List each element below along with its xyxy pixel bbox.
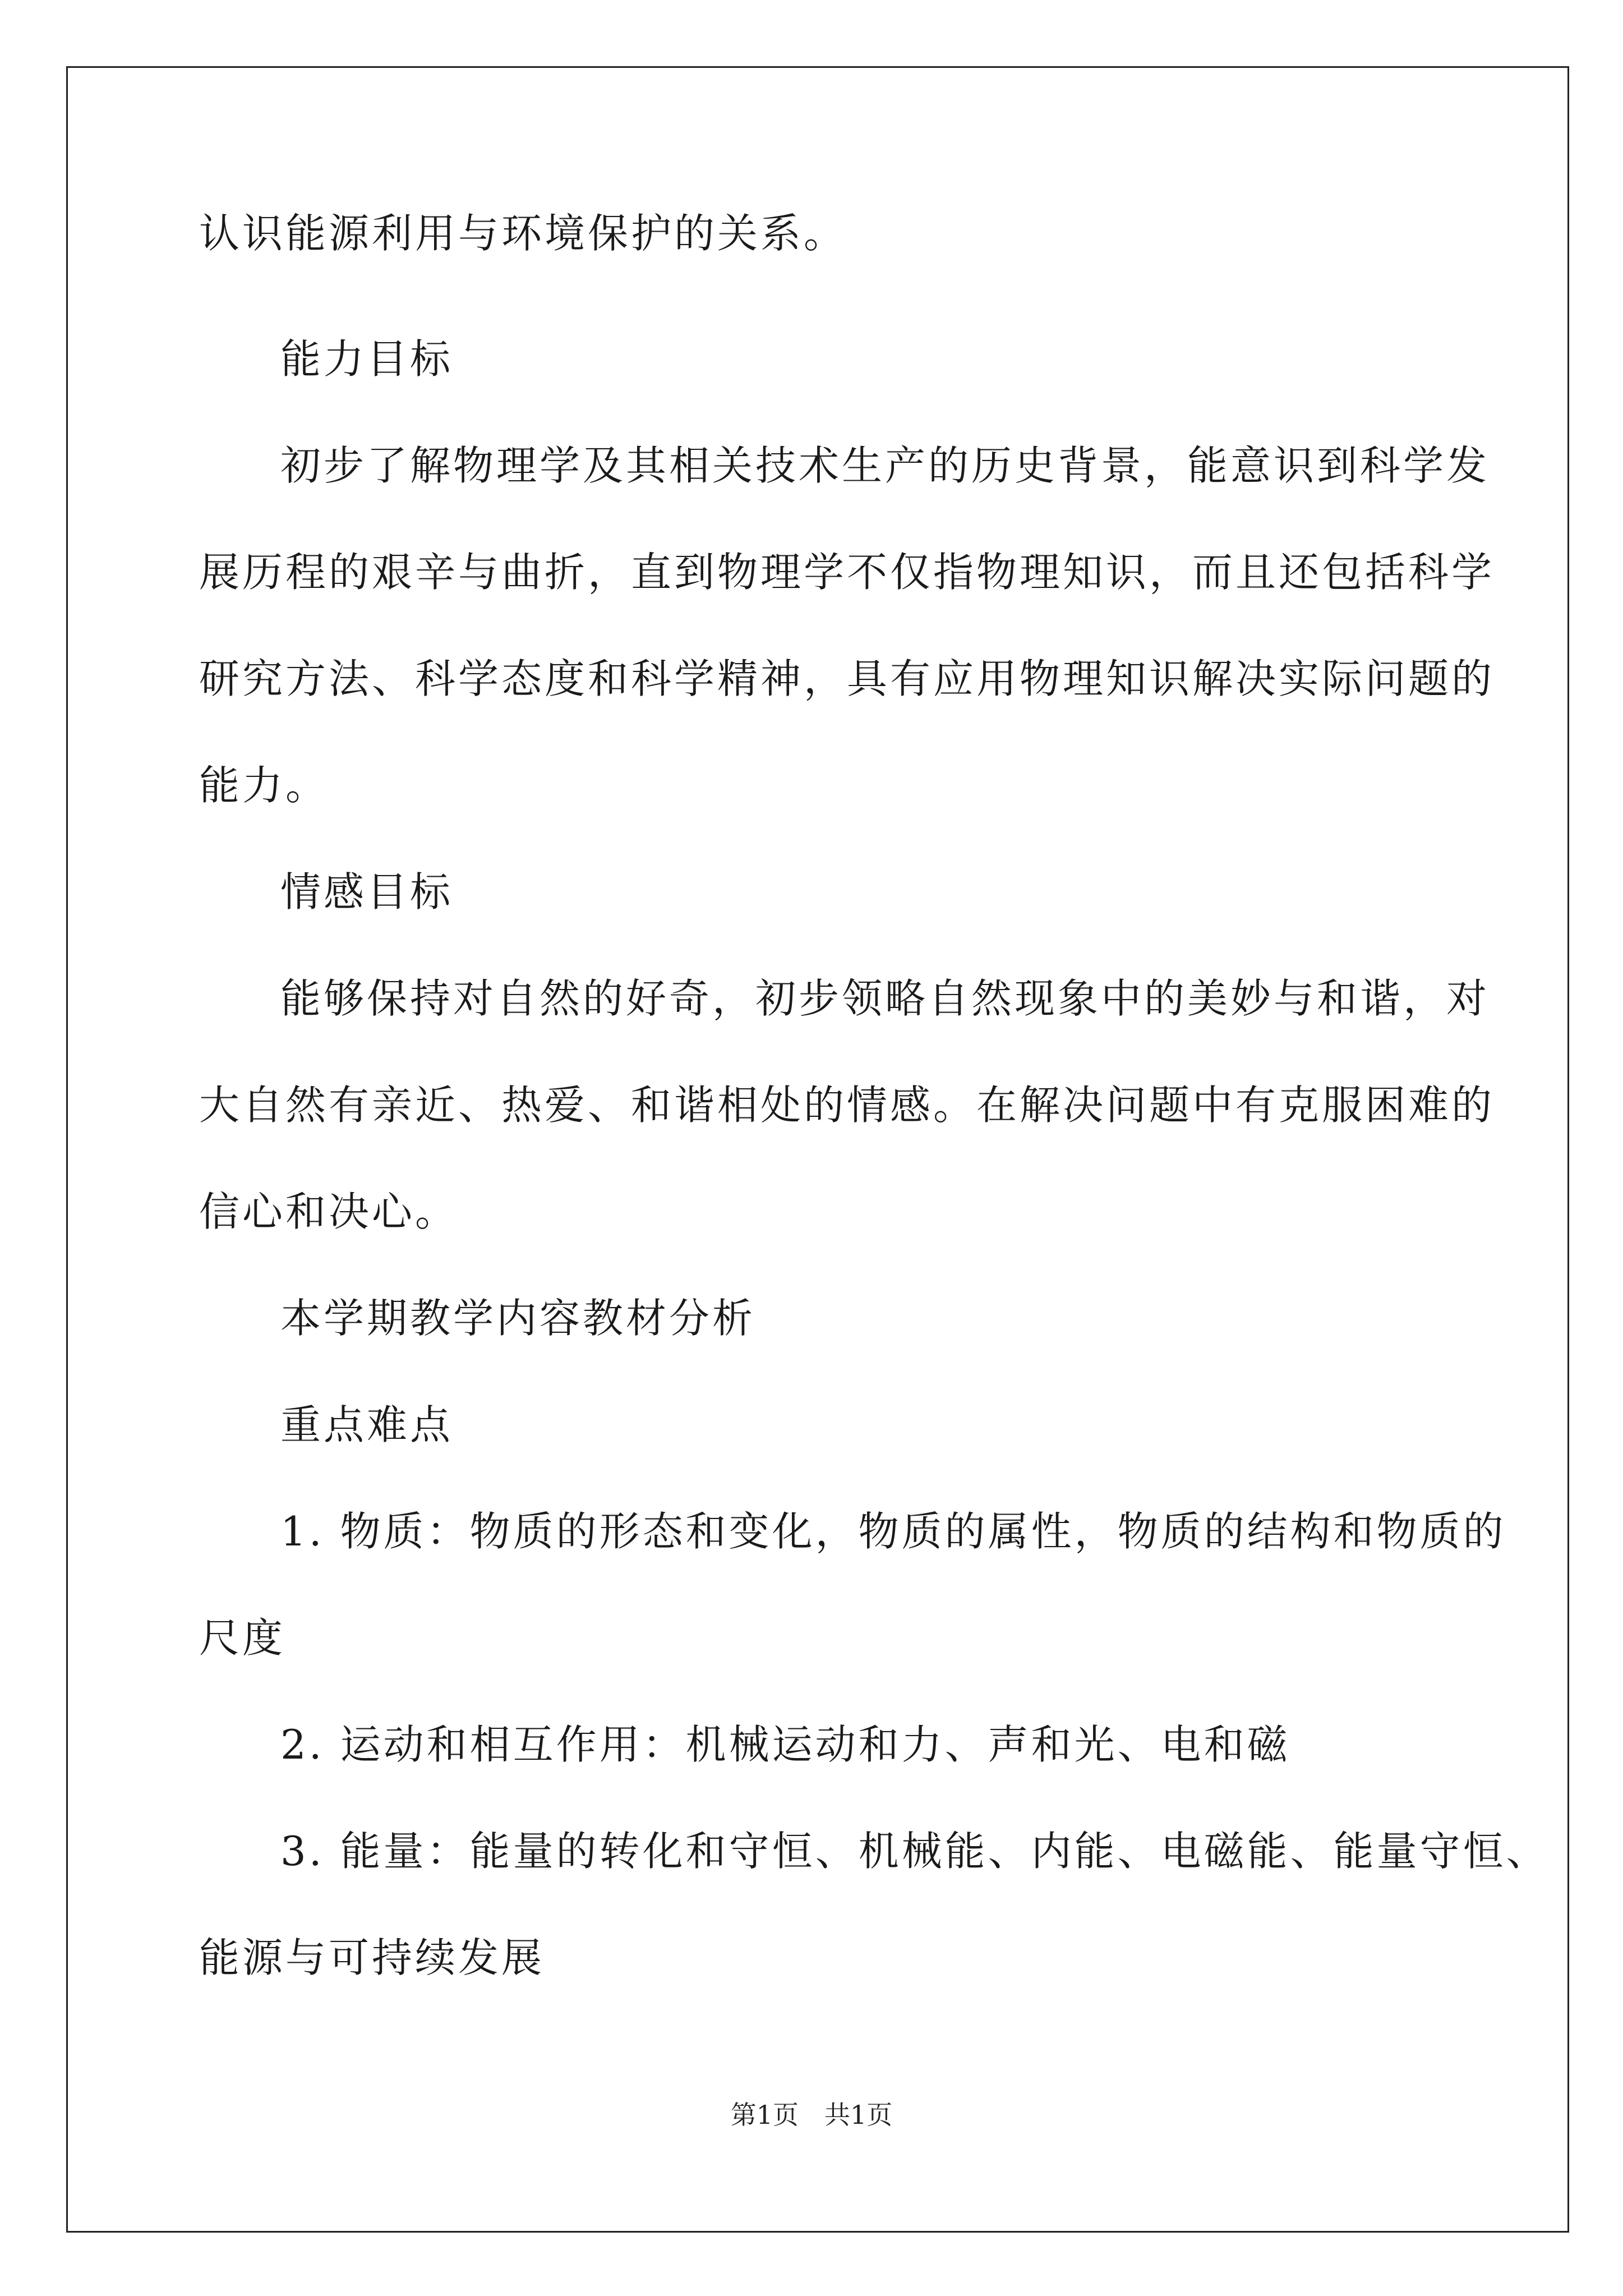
section-heading-emotion-goals: 情感目标 [280, 868, 454, 915]
paragraph-line: 能力。 [199, 762, 329, 809]
section-heading-ability-goals: 能力目标 [280, 335, 454, 383]
text-line: 认识能源利用与环境保护的关系。 [199, 210, 847, 257]
paragraph-line: 大自然有亲近、热爱、和谐相处的情感。在解决问题中有克服困难的 [199, 1082, 1495, 1129]
paragraph-line: 研究方法、科学态度和科学精神，具有应用物理知识解决实际问题的 [199, 655, 1495, 702]
section-heading-textbook-analysis: 本学期教学内容教材分析 [280, 1295, 756, 1342]
list-item-matter: 1. 物质：物质的形态和变化，物质的属性，物质的结构和物质的 [280, 1508, 1506, 1555]
paragraph-line: 展历程的艰辛与曲折，直到物理学不仅指物理知识，而且还包括科学 [199, 549, 1495, 596]
paragraph-line: 能够保持对自然的好奇，初步领略自然现象中的美妙与和谐，对 [280, 975, 1490, 1022]
list-item-energy-continued: 能源与可持续发展 [199, 1934, 545, 1981]
paragraph-line: 初步了解物理学及其相关技术生产的历史背景，能意识到科学发 [280, 442, 1490, 489]
paragraph-line: 信心和决心。 [199, 1188, 459, 1235]
section-heading-key-points: 重点难点 [280, 1401, 454, 1448]
list-item-matter-continued: 尺度 [199, 1614, 286, 1662]
list-item-energy: 3. 能量：能量的转化和守恒、机械能、内能、电磁能、能量守恒、 [280, 1828, 1550, 1875]
list-item-motion: 2. 运动和相互作用：机械运动和力、声和光、电和磁 [280, 1721, 1290, 1768]
page-number-footer: 第1页 共1页 [730, 2100, 893, 2130]
page-border [66, 66, 1569, 2233]
